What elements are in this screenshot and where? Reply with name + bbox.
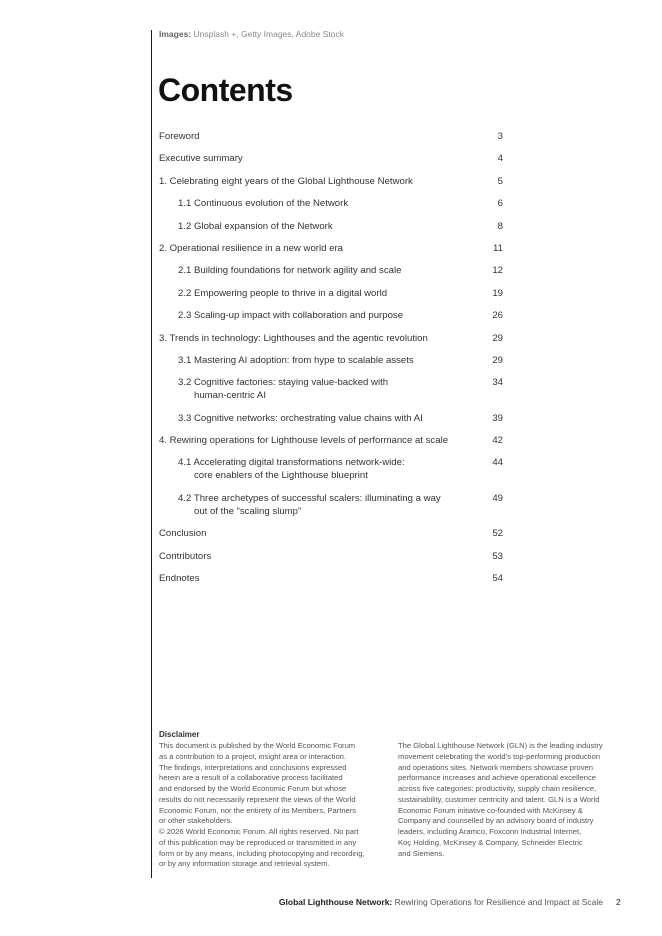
toc-entry[interactable]: [159, 527, 503, 540]
toc-entry[interactable]: [159, 354, 503, 367]
toc-entry-page: 19: [492, 287, 503, 299]
toc-entry[interactable]: [159, 434, 503, 447]
toc-entry-page: 12: [492, 265, 503, 277]
toc-entry-page: 34: [492, 377, 503, 389]
text-line: Koç Holding, McKinsey & Company, Schneider Electric: [398, 837, 583, 847]
text-line: results do not necessarily represent the views of the World: [159, 794, 356, 804]
toc-entry[interactable]: [159, 412, 503, 425]
toc-entry-page: 49: [492, 492, 503, 504]
toc-entry-page: 8: [497, 220, 503, 232]
toc-entry-page: 54: [492, 573, 503, 585]
toc-entry-label-line: Endnotes: [159, 573, 200, 585]
disclaimer-heading: Disclaimer: [159, 730, 200, 739]
text-line: across five categories: productivity, supply chain resilience,: [398, 784, 597, 793]
toc-entry-label: [159, 332, 459, 345]
toc-entry-label: [159, 572, 459, 585]
gln-about-body: [398, 741, 628, 859]
toc-entry-label-line: Foreword: [159, 131, 200, 142]
text-line: movement celebrating the world’s top-performing production: [398, 751, 601, 761]
toc-entry-label: [178, 264, 478, 277]
toc-entry[interactable]: [159, 220, 503, 233]
toc-entry-page: 3: [497, 131, 503, 142]
text-line: Economic Forum initiative co-founded with McKinsey &: [398, 805, 583, 815]
toc-entry-label: [178, 220, 478, 233]
toc-entry-label: [178, 197, 478, 210]
text-line: © 2026 World Economic Forum. All rights reserved. No part: [159, 827, 359, 836]
toc-entry[interactable]: [159, 332, 503, 345]
toc-entry[interactable]: [159, 287, 503, 300]
text-line: and Siemens.: [398, 848, 445, 858]
text-line: The findings, interpretations and conclusions expressed: [159, 762, 347, 772]
toc-entry-page: 29: [492, 354, 503, 366]
toc-entry-label-line2: core enablers of the Lighthouse blueprint: [194, 470, 368, 482]
toc-entry-page: 44: [492, 457, 503, 469]
toc-entry-label-line: 2.1 Building foundations for network agility and scale: [178, 265, 402, 277]
text-line: and operations sites. Network members showcase proven: [398, 762, 593, 772]
footer-report-subtitle: Rewiring Operations for Resilience and Impact at Scale: [394, 897, 603, 907]
gln-about-text: [398, 741, 628, 859]
toc-entry-label: [159, 434, 459, 447]
toc-entry-label-line2: out of the “scaling slump”: [194, 505, 302, 517]
text-line: form or by any means, including photocopying and recording,: [159, 848, 365, 858]
toc-entry-label-line: 3. Trends in technology: Lighthouses and the agentic revolution: [159, 332, 428, 344]
toc-entry-label-line: Contributors: [159, 550, 212, 562]
toc-entry-label-line2: human-centric AI: [194, 390, 266, 402]
toc-entry-page: 29: [492, 332, 503, 344]
text-line: and endorsed by the World Economic Forum but whose: [159, 784, 347, 793]
toc-entry-page: 42: [492, 435, 503, 447]
text-line: performance increases and achieve operational excellence: [398, 773, 596, 783]
toc-entry-label-line: 4.1 Accelerating digital transformations network-wide:: [178, 457, 405, 469]
toc-entry-page: 5: [497, 175, 503, 187]
toc-entry-page: 11: [493, 242, 503, 254]
toc-entry[interactable]: [159, 309, 503, 322]
toc-entry[interactable]: [159, 152, 503, 165]
toc-entry-label-line: Executive summary: [159, 153, 243, 165]
toc-entry-label-line: 1.2 Global expansion of the Network: [178, 220, 333, 232]
footer-page-number: 2: [616, 897, 621, 907]
text-line: This document is published by the World Economic Forum: [159, 741, 356, 750]
text-line: herein are a result of a collaborative process facilitated: [159, 773, 343, 783]
page-title: Contents: [158, 72, 293, 108]
toc-entry[interactable]: [159, 242, 503, 255]
toc-entry-label-line: 2.3 Scaling-up impact with collaboration and purpose: [178, 310, 404, 322]
toc-entry-label-line: 4. Rewiring operations for Lighthouse levels of performance at scale: [159, 435, 449, 447]
footer-report-title: [279, 897, 603, 907]
toc-entry-label: [178, 376, 478, 402]
toc-entry-label: [159, 550, 459, 563]
toc-entry[interactable]: [159, 456, 503, 482]
toc-entry[interactable]: [159, 130, 503, 143]
toc-entry-page: 53: [492, 550, 503, 562]
toc-entry-label-line: 1.1 Continuous evolution of the Network: [178, 198, 349, 210]
toc-entry-label: [178, 492, 478, 518]
toc-entry-label: [178, 412, 478, 425]
disclaimer-body: [159, 741, 389, 827]
toc-entry-label-line: 3.1 Mastering AI adoption: from hype to scalable assets: [178, 354, 414, 366]
toc-entry-label: [159, 130, 459, 143]
toc-entry[interactable]: [159, 550, 503, 563]
image-credits-text: Unsplash +, Getty Images, Adobe Stock: [193, 29, 344, 39]
toc-entry-label: [159, 527, 459, 540]
toc-entry[interactable]: [159, 572, 503, 585]
text-line: Company and counselled by an advisory board of industry: [398, 816, 594, 826]
toc-entry[interactable]: [159, 175, 503, 188]
text-line: or other stakeholders.: [159, 816, 233, 826]
text-line: leaders, including Aramco, Foxconn Industrial Internet,: [398, 827, 582, 836]
toc-entry-page: 26: [492, 310, 503, 322]
toc-entry[interactable]: [159, 197, 503, 210]
toc-entry[interactable]: [159, 264, 503, 277]
disclaimer-text: [159, 741, 389, 870]
toc-entry-page: 4: [497, 153, 503, 165]
toc-entry-label-line: Conclusion: [159, 528, 207, 540]
image-credits: [159, 29, 344, 39]
toc-entry-label-line: 2.2 Empowering people to thrive in a digital world: [178, 287, 388, 299]
footer-report-name: Global Lighthouse Network:: [278, 897, 393, 907]
toc-entry[interactable]: [159, 376, 503, 402]
toc-entry-page: 39: [492, 412, 503, 424]
toc-entry-page: 52: [492, 528, 503, 540]
copyright-notice: [159, 827, 389, 870]
toc-entry-label-line: 1. Celebrating eight years of the Global Lighthouse Network: [159, 175, 413, 187]
text-line: sustainability, customer centricity and talent. GLN is a World: [398, 794, 600, 804]
toc-entry-label: [178, 456, 478, 482]
toc-entry-label: [159, 242, 459, 255]
left-vertical-rule: [151, 30, 152, 878]
toc-entry-label-line: 2. Operational resilience in a new world era: [159, 242, 343, 254]
toc-entry-label: [159, 175, 459, 188]
text-line: The Global Lighthouse Network (GLN) is the leading industry: [398, 741, 603, 750]
toc-entry-label: [159, 152, 459, 165]
text-line: Economic Forum, nor the entirety of its Members, Partners: [159, 805, 357, 815]
table-of-contents: [159, 130, 503, 594]
text-line: or by any information storage and retrieval system.: [159, 859, 330, 869]
toc-entry-page: 6: [497, 198, 503, 210]
image-credits-label: Images:: [159, 29, 192, 39]
toc-entry-label-line: 3.2 Cognitive factories: staying value-backed with: [178, 377, 389, 389]
toc-entry-label-line: 3.3 Cognitive networks: orchestrating value chains with AI: [178, 412, 423, 424]
toc-entry-label: [178, 287, 478, 300]
toc-entry-label: [178, 309, 478, 322]
toc-entry-label-line: 4.2 Three archetypes of successful scalers: illuminating a way: [178, 492, 441, 504]
text-line: as a contribution to a project, insight area or interaction.: [159, 751, 346, 761]
text-line: of this publication may be reproduced or transmitted in any: [159, 837, 357, 847]
toc-entry[interactable]: [159, 492, 503, 518]
toc-entry-label: [178, 354, 478, 367]
